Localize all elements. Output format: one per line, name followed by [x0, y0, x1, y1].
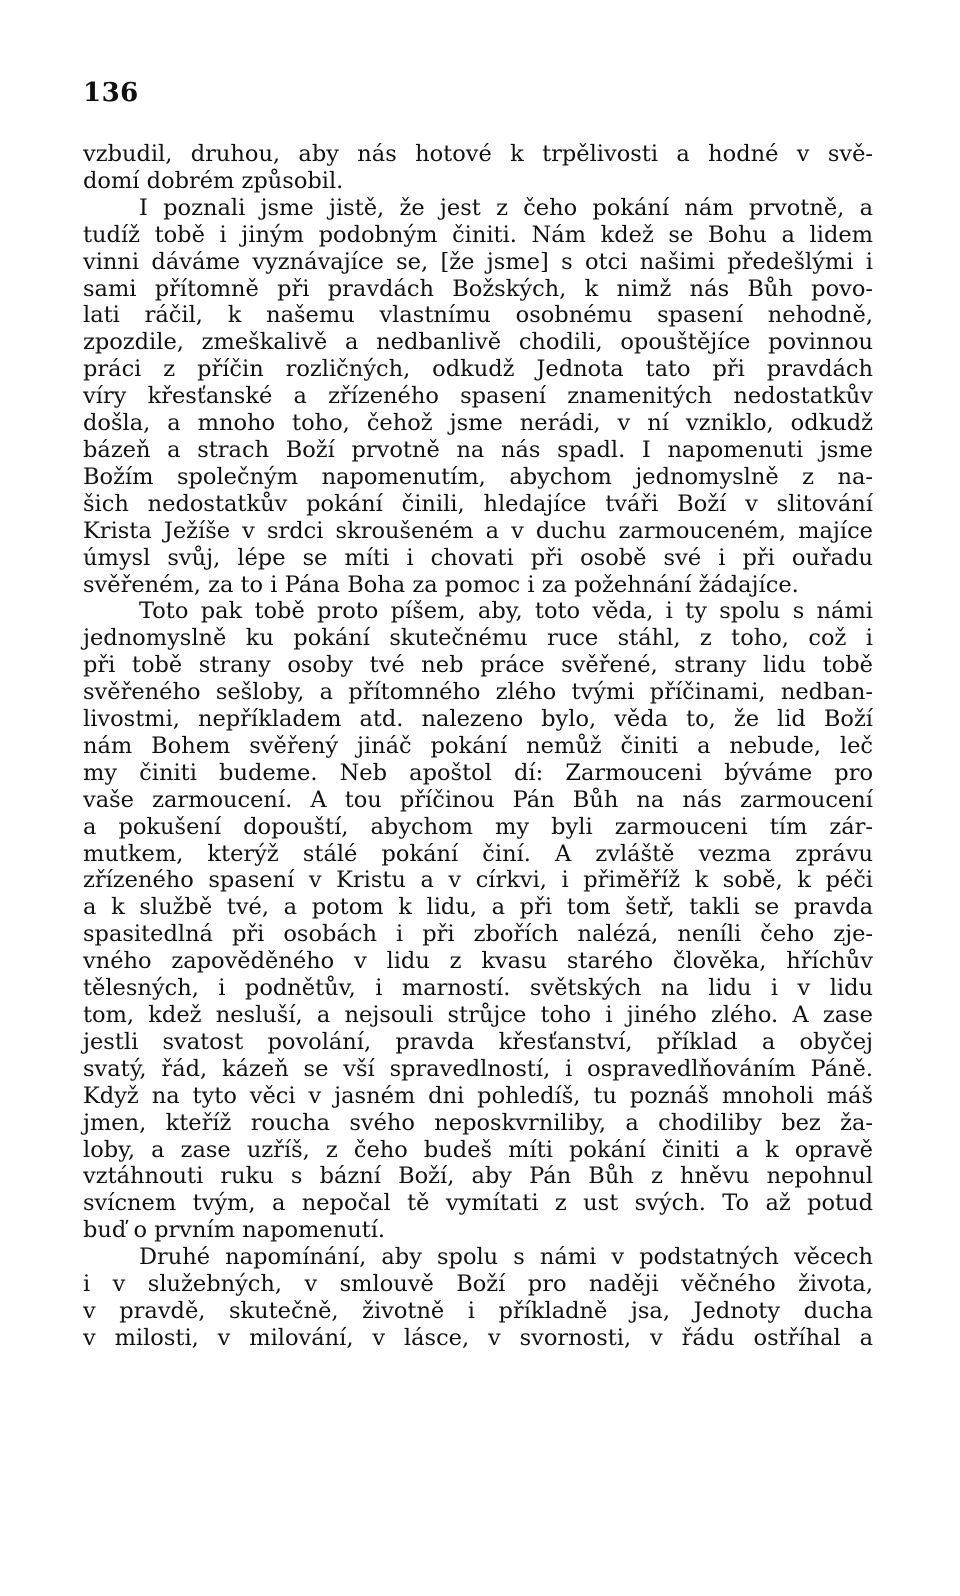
text-line: livostmi, nepříkladem atd. nalezeno bylo, věda to, že lid Boží: [83, 706, 873, 733]
text-line: mutkem, kterýž stálé pokání činí. A zvláště vezma zprávu: [83, 840, 873, 867]
page-number: 136: [83, 78, 139, 108]
text-line: zpozdile, zmeškalivě a nedbanlivě chodili, opouštějíce povinnou: [83, 329, 873, 356]
text-line: svícnem tvým, a nepočal tě vymítati z ust svých. To až potud: [83, 1190, 873, 1217]
text-line: tudíž tobě i jiným podobným činiti. Nám kdež se Bohu a lidem: [83, 221, 873, 248]
text-line: a k službě tvé, a potom k lidu, a při tom šetř, takli se pravda: [83, 894, 873, 921]
text-line: při tobě strany osoby tvé neb práce svěřené, strany lidu tobě: [83, 652, 873, 679]
text-line: Božím společným napomenutím, abychom jednomyslně z na-: [83, 463, 873, 490]
text-line: Krista Ježíše v srdci skroušeném a v duchu zarmouceném, majíce: [83, 517, 873, 544]
text-line: svěřeném, za to i Pána Boha za pomoc i za požehnání žádajíce.: [83, 571, 799, 598]
text-line: v milosti, v milování, v lásce, v svornosti, v řádu ostříhal a: [83, 1324, 873, 1351]
text-line: zřízeného spasení v Kristu a v církvi, i přiměříž k sobě, k péči: [83, 867, 873, 894]
text-line: svěřeného sešloby, a přítomného zlého tvými příčinami, nedban-: [83, 679, 873, 706]
text-line: Když na tyto věci v jasném dni pohledíš, tu poznáš mnoholi máš: [83, 1082, 873, 1109]
text-line: my činiti budeme. Neb apoštol dí: Zarmouceni býváme pro: [83, 759, 873, 786]
text-line: buď o prvním napomenutí.: [83, 1217, 386, 1244]
text-line: vného zapověděného v lidu z kvasu starého člověka, hříchův: [83, 948, 873, 975]
body-text: [83, 141, 873, 1352]
text-line: svatý, řád, kázeň se vší spravedlností, i ospravedlňováním Páně.: [83, 1055, 873, 1082]
text-line: I poznali jsme jistě, že jest z čeho pokání nám prvotně, a: [139, 194, 873, 221]
text-line: došla, a mnoho toho, čehož jsme nerádi, v ní vzniklo, odkudž: [83, 410, 873, 437]
text-line: práci z příčin rozličných, odkudž Jednota tato při pravdách: [83, 356, 873, 383]
text-line: vaše zarmoucení. A tou příčinou Pán Bůh na nás zarmoucení: [83, 786, 873, 813]
text-line: jmen, kteříž roucha svého neposkvrniliby, a chodiliby bez ža-: [83, 1109, 873, 1136]
text-line: jednomyslně ku pokání skutečnému ruce stáhl, z toho, což i: [83, 625, 873, 652]
text-line: i v služebných, v smlouvě Boží pro naději věčného života,: [83, 1271, 873, 1298]
text-line: vinni dáváme vyznávajíce se, [že jsme] s otci našimi předešlými i: [83, 248, 873, 275]
text-line: vzbudil, druhou, aby nás hotové k trpělivosti a hodné v svě-: [83, 141, 873, 167]
text-line: nám Bohem svěřený jináč pokání nemůž činiti a nebude, leč: [83, 732, 873, 759]
text-line: Toto pak tobě proto píšem, aby, toto věda, i ty spolu s námi: [139, 598, 873, 625]
text-line: sami přítomně při pravdách Božských, k nimž nás Bůh povo-: [83, 275, 873, 302]
text-line: tom, kdež nesluší, a nejsouli strůjce toho i jiného zlého. A zase: [83, 1002, 873, 1028]
text-line: bázeň a strach Boží prvotně na nás spadl. I napomenuti jsme: [83, 436, 873, 463]
text-line: loby, a zase uzříš, z čeho budeš míti pokání činiti a k opravě: [83, 1136, 873, 1163]
text-line: tělesných, i podnětův, i marností. světských na lidu i v lidu: [83, 975, 873, 1002]
text-line: víry křesťanské a zřízeného spasení znamenitých nedostatkův: [83, 383, 873, 410]
text-line: vztáhnouti ruku s bázní Boží, aby Pán Bůh z hněvu nepohnul: [83, 1163, 873, 1190]
text-line: úmysl svůj, lépe se míti i chovati při osobě své i při ouřadu: [83, 544, 873, 571]
text-line: v pravdě, skutečně, životně i příkladně jsa, Jednoty ducha: [83, 1297, 873, 1324]
text-line: lati ráčil, k našemu vlastnímu osobnému spasení nehodně,: [83, 302, 873, 329]
text-line: spasitedlná při osobách i při zbořích nalézá, neníli čeho zje-: [83, 921, 873, 948]
text-line: domí dobrém způsobil.: [83, 167, 344, 194]
text-line: a pokušení dopouští, abychom my byli zarmouceni tím zár-: [83, 813, 873, 840]
text-line: jestli svatost povolání, pravda křesťanství, příklad a obyčej: [83, 1028, 873, 1055]
text-line: Druhé napomínání, aby spolu s námi v podstatných věcech: [139, 1244, 873, 1271]
text-line: šich nedostatkův pokání činili, hledajíce tváři Boží v slitování: [83, 490, 873, 517]
